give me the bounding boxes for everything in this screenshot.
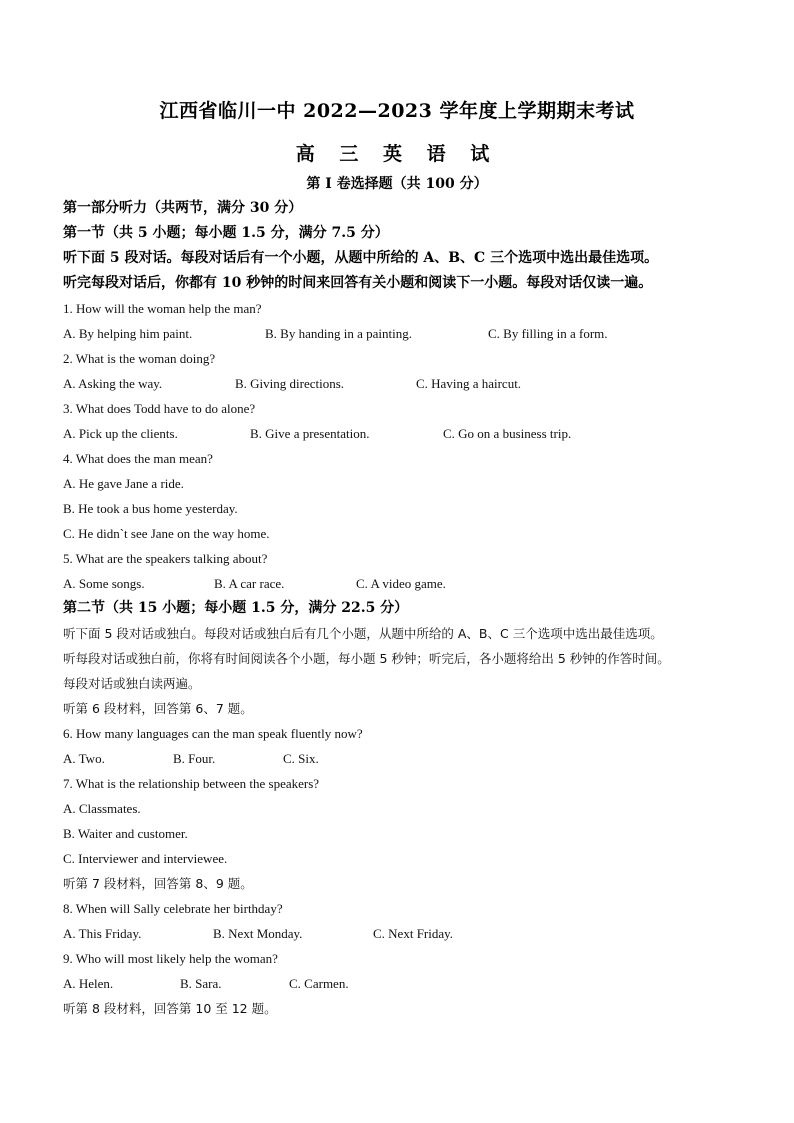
question-stem-7: 7. What is the relationship between the speakers? [63,776,320,791]
option-8c: C. Next Friday. [373,926,454,941]
question-stem-9: 9. Who will most likely help the woman? [63,951,278,966]
material-6-label: 听第 6 段材料，回答第 6、7 题。 [63,701,253,716]
question-stem-3: 3. What does Todd have to do alone? [63,401,256,416]
option-6a: A. Two. [63,751,105,766]
options-row-6 [63,746,763,771]
exam-subtitle: 高 三 英 语 试 [295,143,499,165]
question-stem-8: 8. When will Sally celebrate her birthday? [63,901,283,916]
options-row-9 [63,971,763,996]
option-3c: C. Go on a business trip. [443,426,572,441]
option-1b: B. By handing in a painting. [265,326,412,341]
option-1a: A. By helping him paint. [63,326,193,341]
section2-instructions-2: 听每段对话或独白前，你将有时间阅读各个小题，每小题 5 秒钟；听完后，各小题将给出 5 秒钟的作答时间。 [63,651,670,666]
options-row-2 [63,371,763,396]
option-4a: A. He gave Jane a ride. [63,476,184,491]
option-9a: A. Helen. [63,976,114,991]
option-5a: A. Some songs. [63,576,145,591]
option-3a: A. Pick up the clients. [63,426,178,441]
option-5b: B. A car race. [214,576,285,591]
option-6c: C. Six. [283,751,319,766]
section2-heading: 第二节（共 15 小题；每小题 1.5 分，满分 22.5 分） [63,600,409,616]
option-3b: B. Give a presentation. [250,426,370,441]
option-6b: B. Four. [173,751,216,766]
section2-instructions-3: 每段对话或独白读两遍。 [63,676,201,691]
section1-instructions-1: 听下面 5 段对话。每段对话后有一个小题，从题中所给的 A、B、C 三个选项中选出最佳选项。 [63,250,659,266]
material-7-label: 听第 7 段材料，回答第 8、9 题。 [63,876,253,891]
option-4c: C. He didn`t see Jane on the way home. [63,526,270,541]
option-7a: A. Classmates. [63,801,141,816]
option-1c: C. By filling in a form. [488,326,608,341]
section2-instructions-1: 听下面 5 段对话或独白。每段对话或独白后有几个小题，从题中所给的 A、B、C 三个选项中选出最佳选项。 [63,626,663,641]
option-4b: B. He took a bus home yesterday. [63,501,238,516]
exam-content [63,196,763,1021]
option-2b: B. Giving directions. [235,376,345,391]
question-stem-1: 1. How will the woman help the man? [63,301,262,316]
question-stem-4: 4. What does the man mean? [63,451,213,466]
section1-instructions-2: 听完每段对话后，你都有 10 秒钟的时间来回答有关小题和阅读下一小题。每段对话仅读一遍。 [63,275,653,291]
option-9c: C. Carmen. [289,976,349,991]
question-stem-5: 5. What are the speakers talking about? [63,551,268,566]
question-stem-2: 2. What is the woman doing? [63,351,216,366]
options-row-3 [63,421,763,446]
option-2a: A. Asking the way. [63,376,163,391]
options-row-5 [63,571,763,596]
exam-title: 江西省临川一中 2022—2023 学年度上学期期末考试 [159,100,635,122]
option-9b: B. Sara. [180,976,222,991]
option-2c: C. Having a haircut. [416,376,522,391]
option-8a: A. This Friday. [63,926,142,941]
material-8-label: 听第 8 段材料，回答第 10 至 12 题。 [63,1001,277,1016]
option-8b: B. Next Monday. [213,926,303,941]
part1-heading: 第一部分听力（共两节，满分 30 分） [63,200,303,216]
option-7b: B. Waiter and customer. [63,826,188,841]
option-5c: C. A video game. [356,576,446,591]
option-7c: C. Interviewer and interviewee. [63,851,228,866]
section1-heading: 第一节（共 5 小题；每小题 1.5 分，满分 7.5 分） [63,225,389,241]
question-stem-6: 6. How many languages can the man speak fluently now? [63,726,363,741]
options-row-8 [63,921,763,946]
section-title: 第 I 卷选择题（共 100 分） [306,176,488,192]
options-row-1 [63,321,763,346]
